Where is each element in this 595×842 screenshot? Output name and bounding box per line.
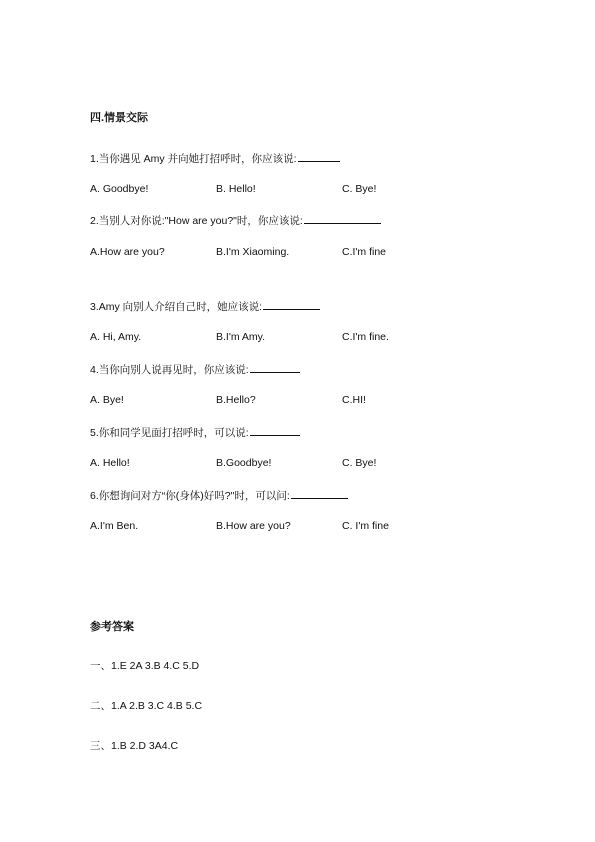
question-5-option-b: B.Goodbye! (216, 457, 272, 469)
question-6-option-c: C. I'm fine (342, 520, 389, 532)
question-5-option-a: A. Hello! (90, 457, 130, 469)
answers-title: 参考答案 (90, 621, 134, 633)
question-4-option-a: A. Bye! (90, 394, 124, 406)
question-4-option-c: C.HI! (342, 394, 366, 406)
question-5-option-c: C. Bye! (342, 457, 377, 469)
question-2-option-c: C.I'm fine (342, 246, 387, 258)
answer-blank (304, 213, 381, 224)
question-5 (90, 425, 300, 440)
question-1 (90, 151, 340, 166)
question-1-prompt: 1.当你遇见 Amy 并向她打招呼时，你应该说: (90, 153, 297, 165)
question-5-prompt: 5.你和同学见面打招呼时，可以说: (90, 427, 249, 439)
question-2-option-b: B.I'm Xiaoming. (216, 246, 290, 258)
question-2 (90, 213, 381, 228)
answer-line-2: 二、1.A 2.B 3.C 4.B 5.C (90, 700, 203, 712)
answer-blank (263, 299, 320, 310)
question-4-option-b: B.Hello? (216, 394, 256, 406)
question-1-option-a: A. Goodbye! (90, 183, 149, 195)
question-6 (90, 488, 348, 503)
question-3-option-a: A. Hi, Amy. (90, 331, 142, 343)
question-6-option-a: A.I'm Ben. (90, 520, 139, 532)
question-1-option-c: C. Bye! (342, 183, 377, 195)
question-3-prompt: 3.Amy 向别人介绍自己时，她应该说: (90, 301, 263, 313)
question-4-prompt: 4.当你向别人说再见时，你应该说: (90, 364, 249, 376)
question-3-option-c: C.I'm fine. (342, 331, 389, 343)
question-4 (90, 362, 300, 377)
question-3 (90, 299, 320, 314)
answer-line-3: 三、1.B 2.D 3A4.C (90, 740, 179, 752)
answer-blank (298, 151, 340, 162)
section-title: 四.情景交际 (90, 112, 149, 124)
answer-blank (250, 362, 300, 373)
question-3-option-b: B.I'm Amy. (216, 331, 266, 343)
question-6-prompt: 6.你想询问对方“你(身体)好吗?"时，可以问: (90, 490, 290, 502)
question-1-option-b: B. Hello! (216, 183, 256, 195)
answer-blank (250, 425, 300, 436)
question-2-prompt: 2.当别人对你说:"How are you?"时，你应该说: (90, 215, 303, 227)
question-6-option-b: B.How are you? (216, 520, 291, 532)
answer-line-1: 一、1.E 2A 3.B 4.C 5.D (90, 660, 200, 672)
answer-blank (291, 488, 348, 499)
question-2-option-a: A.How are you? (90, 246, 165, 258)
